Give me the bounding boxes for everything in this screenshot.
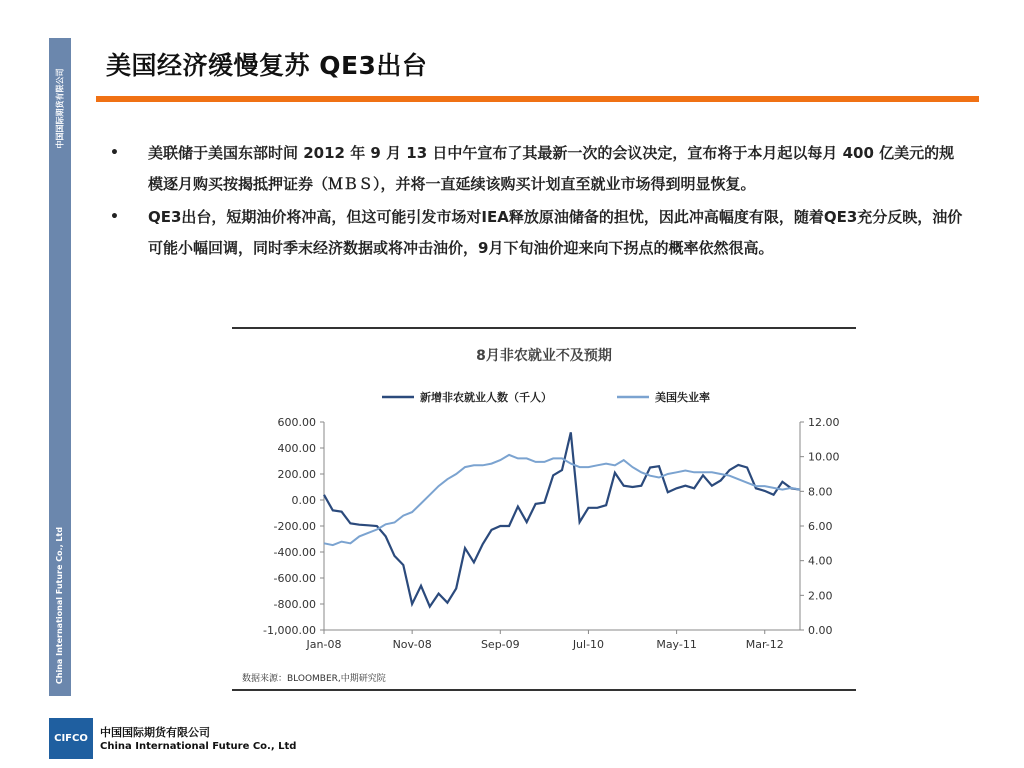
bullet-item (108, 202, 968, 264)
right-tick-label: 4.00 (808, 554, 833, 568)
bullet-dot: • (110, 145, 119, 161)
x-tick-label: Sep-09 (480, 638, 520, 651)
x-tick-label: Jan-08 (306, 638, 342, 651)
left-tick-label: -400.00 (273, 546, 316, 559)
right-tick-label: 12.00 (808, 416, 840, 429)
footer-company-en: China International Future Co., Ltd (100, 741, 297, 752)
right-tick-label: 2.00 (808, 589, 833, 603)
footer-company-cn: 中国国际期货有限公司 (100, 726, 210, 739)
side-company-cn: 中国国际期货有限公司 (55, 68, 65, 148)
side-company-en: China International Future Co., Ltd (55, 526, 65, 684)
legend-label-1: 新增非农就业人数（千人） (420, 391, 552, 404)
right-tick-label: 6.00 (808, 520, 833, 533)
slide-title: 美国经济缓慢复苏 QE3出台 (106, 51, 428, 80)
left-tick-label: 0.00 (291, 494, 316, 507)
chart-frame (232, 327, 856, 691)
right-tick-label: 0.00 (808, 624, 833, 637)
left-tick-label: 600.00 (277, 416, 316, 429)
bullet-list (108, 138, 968, 266)
bullet-dot: • (110, 209, 119, 225)
line-chart (232, 329, 856, 669)
title-underline (96, 96, 979, 102)
x-tick-label: Jul-10 (572, 638, 605, 651)
x-tick-label: May-11 (656, 638, 697, 651)
legend-label-2: 美国失业率 (655, 391, 710, 404)
company-logo: CIFCO (49, 718, 93, 759)
chart-source: 数据来源：BLOOMBER,中期研究院 (242, 674, 386, 684)
x-tick-label: Mar-12 (745, 638, 784, 651)
left-tick-label: 200.00 (277, 468, 316, 481)
left-tick-label: 400.00 (277, 442, 316, 455)
left-tick-label: -600.00 (273, 572, 316, 585)
x-tick-label: Nov-08 (392, 638, 432, 651)
bullet-text: 美联储于美国东部时间 2012 年 9 月 13 日中午宣布了其最新一次的会议决定，宣布将于本月起以每月 400 亿美元的规模逐月购买按揭抵押证券（ＭＢＳ），并将一直延续该购买计划直至就业市场得到明显恢复。 (148, 144, 955, 193)
left-tick-label: -1,000.00 (263, 624, 316, 637)
bullet-item (108, 138, 968, 200)
left-tick-label: -200.00 (273, 520, 316, 533)
right-tick-label: 8.00 (808, 485, 833, 499)
left-tick-label: -800.00 (273, 598, 316, 611)
right-tick-label: 10.00 (808, 450, 840, 464)
bullet-text: QE3出台，短期油价将冲高，但这可能引发市场对IEA释放原油储备的担忧，因此冲高幅度有限，随着QE3充分反映，油价可能小幅回调，同时季末经济数据或将冲击油价，9月下旬油价迎来向下拐点的概率依然很高。 (148, 208, 963, 257)
chart-title: 8月非农就业不及预期 (476, 348, 612, 364)
